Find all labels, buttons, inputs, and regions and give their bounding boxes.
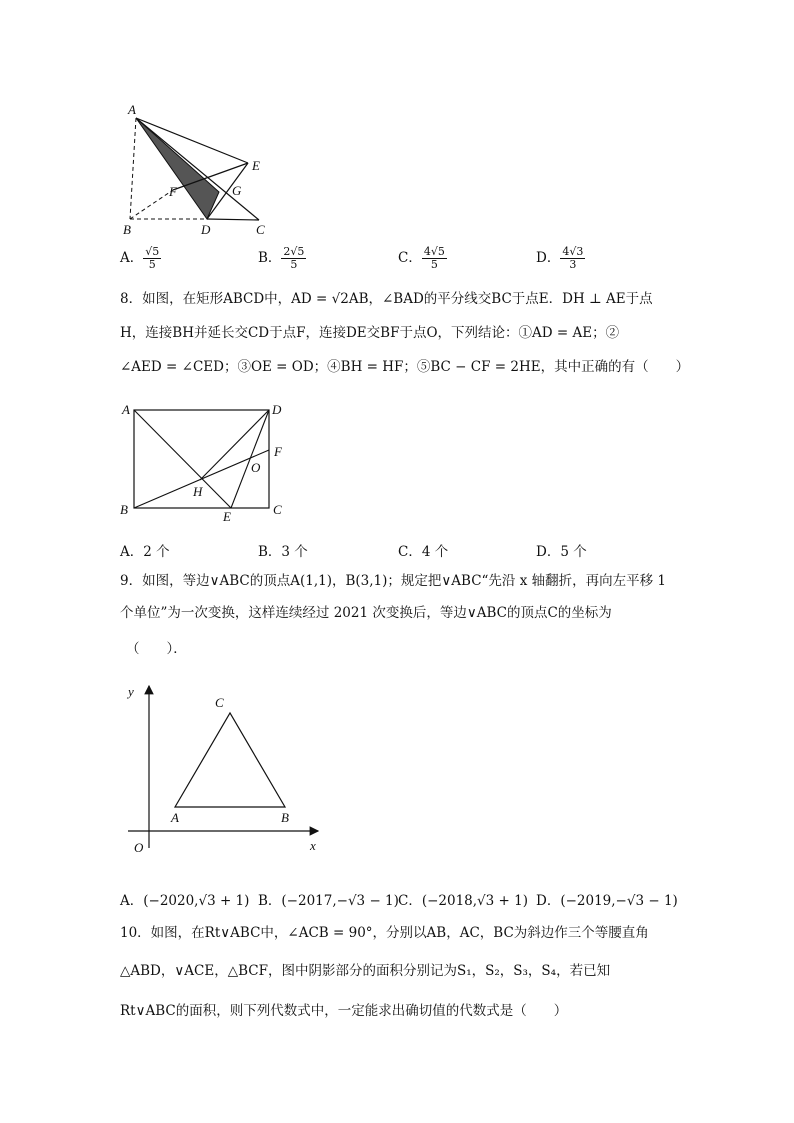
q8-option-d[interactable]: D．5 个: [536, 544, 587, 560]
label-B: B: [281, 810, 289, 825]
q9-figure: [120, 680, 330, 860]
label-C: C: [215, 695, 224, 710]
label-E: E: [252, 158, 260, 173]
label-A: A: [122, 402, 130, 417]
label-A: A: [128, 102, 136, 117]
q9-option-b[interactable]: B．(−2017,−√3 − 1): [258, 893, 399, 909]
q9-option-a[interactable]: A．(−2020,√3 + 1): [120, 893, 250, 909]
q9-option-c[interactable]: C．(−2018,√3 + 1): [398, 893, 528, 909]
shaded-triangle: [136, 118, 219, 219]
q8-option-c[interactable]: C．4 个: [398, 544, 449, 560]
q8-figure: [116, 400, 296, 526]
label-D: D: [272, 402, 282, 417]
label-y: y: [128, 684, 134, 699]
q8-line-2: H，连接BH并延长交CD于点F，连接DE交BF于点O，下列结论：①AD = AE；②: [120, 325, 620, 341]
q10-line-3: Rt∨ABC的面积，则下列代数式中，一定能求出确切值的代数式是（ ）: [120, 1003, 568, 1019]
label-G: G: [232, 183, 242, 198]
label-E: E: [223, 509, 231, 524]
label-O: O: [134, 840, 144, 855]
label-C: C: [256, 222, 265, 237]
label-B: B: [123, 222, 131, 237]
q9-line-1: 9．如图，等边∨ABC的顶点A(1,1)，B(3,1)；规定把∨ABC“先沿 x 轴翻折，再向左平移 1: [120, 573, 667, 589]
q8-line-1: 8．如图，在矩形ABCD中，AD = √2AB，∠BAD的平分线交BC于点E．DH ⊥ AE于点: [120, 291, 653, 307]
q9-option-d[interactable]: D．(−2019,−√3 − 1): [536, 893, 678, 909]
q7-option-b[interactable]: B． $\frac{2√5}{5}$: [258, 245, 305, 271]
q7-option-c[interactable]: C． $\frac{4√5}{5}$: [398, 245, 445, 271]
q7-option-a[interactable]: A． $\frac{√5}{5}$: [120, 245, 160, 271]
q9-line-2: 个单位”为一次变换，这样连续经过 2021 次变换后，等边∨ABC的顶点C的坐标为: [120, 605, 612, 621]
label-C: C: [273, 502, 282, 517]
label-H: H: [193, 484, 203, 499]
label-x: x: [310, 838, 316, 853]
q8-option-a[interactable]: A．2 个: [120, 544, 170, 560]
label-B: B: [120, 502, 128, 517]
q8-line-3: ∠AED = ∠CED；③OE = OD；④BH = HF；⑤BC − CF = 2HE，其中正确的有（ ）: [120, 359, 690, 375]
triangle-abc: [175, 713, 285, 807]
label-O: O: [251, 460, 261, 475]
label-A: A: [171, 810, 179, 825]
label-D: D: [201, 222, 211, 237]
q7-figure: [118, 100, 278, 240]
q7-option-d[interactable]: D． $\frac{4√3}{3}$: [536, 245, 584, 271]
label-F: F: [169, 184, 177, 199]
q10-line-1: 10．如图，在Rt∨ABC中，∠ACB = 90°，分别以AB，AC，BC为斜边作三个等腰直角: [120, 925, 649, 941]
q8-option-b[interactable]: B．3 个: [258, 544, 308, 560]
label-F: F: [274, 444, 282, 459]
q9-line-3: （ ）．: [126, 641, 187, 657]
q10-line-2: △ABD，∨ACE，△BCF，图中阴影部分的面积分别记为S₁，S₂，S₃，S₄，若已知: [120, 963, 611, 979]
